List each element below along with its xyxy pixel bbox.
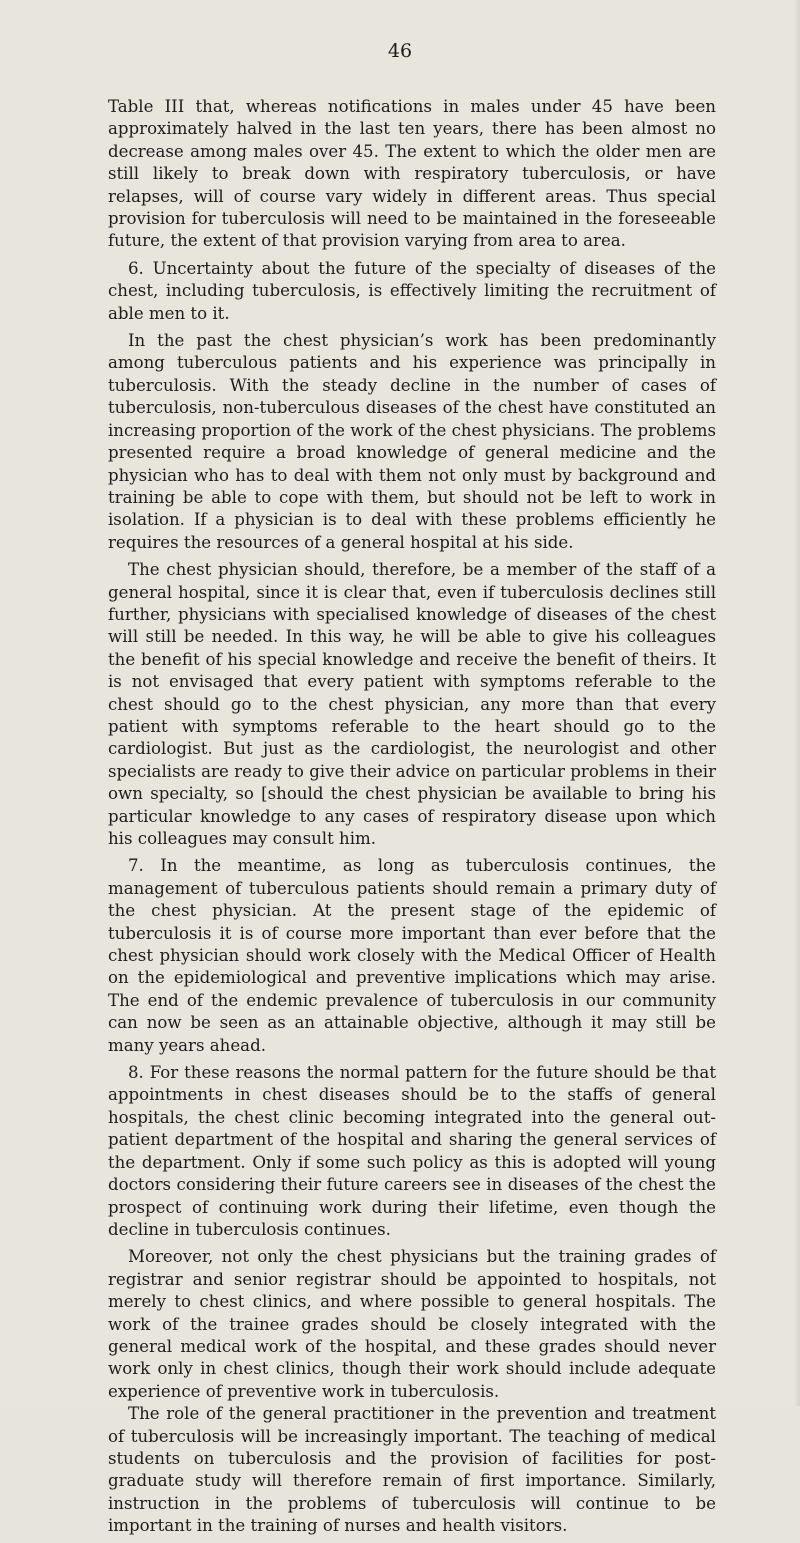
paragraph-general-practitioner: The role of the general practitioner in the prevention and treatment of tuberculosis will be increasingly important. The teaching of medical students on tuberculosis and the provision of facilities for post-graduate study will therefore remain of first importance. Similarly, instruction in the problems of tuberculosis will continue to be important in the training of nurses and health visitors. bbox=[108, 1404, 716, 1536]
body-text bbox=[108, 96, 716, 1543]
paragraph-7: 7. In the meantime, as long as tuberculosis continues, the management of tuberculous patients should remain a primary duty of the chest physician. At the present stage of the epidemic of tuberculosis it is of course more important than ever before that the chest physician should work closely with the Medical Officer of Health on the epidemiological and preventive implications which may arise. The end of the endemic prevalence of tuberculosis in our community can now be seen as an attainable objective, although it may still be many years ahead. bbox=[108, 856, 716, 1055]
paragraph-chest-physician-work: In the past the chest physician’s work has been predominantly among tuberculous patients and his experience was principally in tuberculosis. With the steady decline in the number of cases of tuberculosis, non-tuberculous diseases of the chest have constituted an increasing proportion of the work of the chest physicians. The problems presented require a broad knowledge of general medicine and the physician who has to deal with them not only must by background and training be able to cope with them, but should not be left to work in isolation. If a physician is to deal with these problems efficiently he requires the resources of a general hospital at his side. bbox=[108, 331, 716, 552]
paragraph-continuation: Table III that, whereas notifications in males under 45 have been approximately halved in the last ten years, there has been almost no decrease among males over 45. The extent to which the older men are still likely to break down with respiratory tuberculosis, or have relapses, will of course vary widely in different areas. Thus special provision for tuberculosis will need to be maintained in the foreseeable future, the extent of that provision varying from area to area. bbox=[108, 97, 716, 251]
page-number: 46 bbox=[387, 40, 413, 62]
page-edge-shadow bbox=[794, 0, 800, 1406]
paragraph-8: 8. For these reasons the normal pattern for the future should be that appointments in chest diseases should be to the staffs of general hospitals, the chest clinic becoming integrated into the general out-patient department of the hospital and sharing the general services of the department. Only if some such policy as this is adopted will young doctors considering their future careers see in diseases of the chest the prospect of continuing work during their lifetime, even though the decline in tuberculosis continues. bbox=[108, 1063, 716, 1239]
paragraph-general-hospital-staff: The chest physician should, therefore, be a member of the staff of a general hospital, since it is clear that, even if tuberculosis declines still further, physicians with specialised knowledge of diseases of the chest will still be needed. In this way, he will be able to give his colleagues the benefit of his special knowledge and receive the benefit of theirs. It is not envisaged that every patient with symptoms referable to the chest should go to the chest physician, any more than that every patient with symptoms referable to the heart should go to the cardiologist. But just as the cardiologist, the neurologist and other specialists are ready to give their advice on particular problems in their own specialty, so [should the chest physician be available to bring his particular knowledge to any cases of respiratory disease upon which his colleagues may consult him. bbox=[108, 560, 716, 848]
paragraph-training-grades: Moreover, not only the chest physicians but the training grades of registrar and senior registrar should be appointed to hospitals, not merely to chest clinics, and where possible to general hospitals. The work of the trainee grades should be closely integrated with the general medical work of the hospital, and these grades should never work only in chest clinics, though their work should include adequate experience of preventive work in tuberculosis. bbox=[108, 1247, 716, 1401]
paragraph-6: 6. Uncertainty about the future of the specialty of diseases of the chest, including tuberculosis, is effectively limiting the recruitment of able men to it. bbox=[108, 258, 716, 323]
